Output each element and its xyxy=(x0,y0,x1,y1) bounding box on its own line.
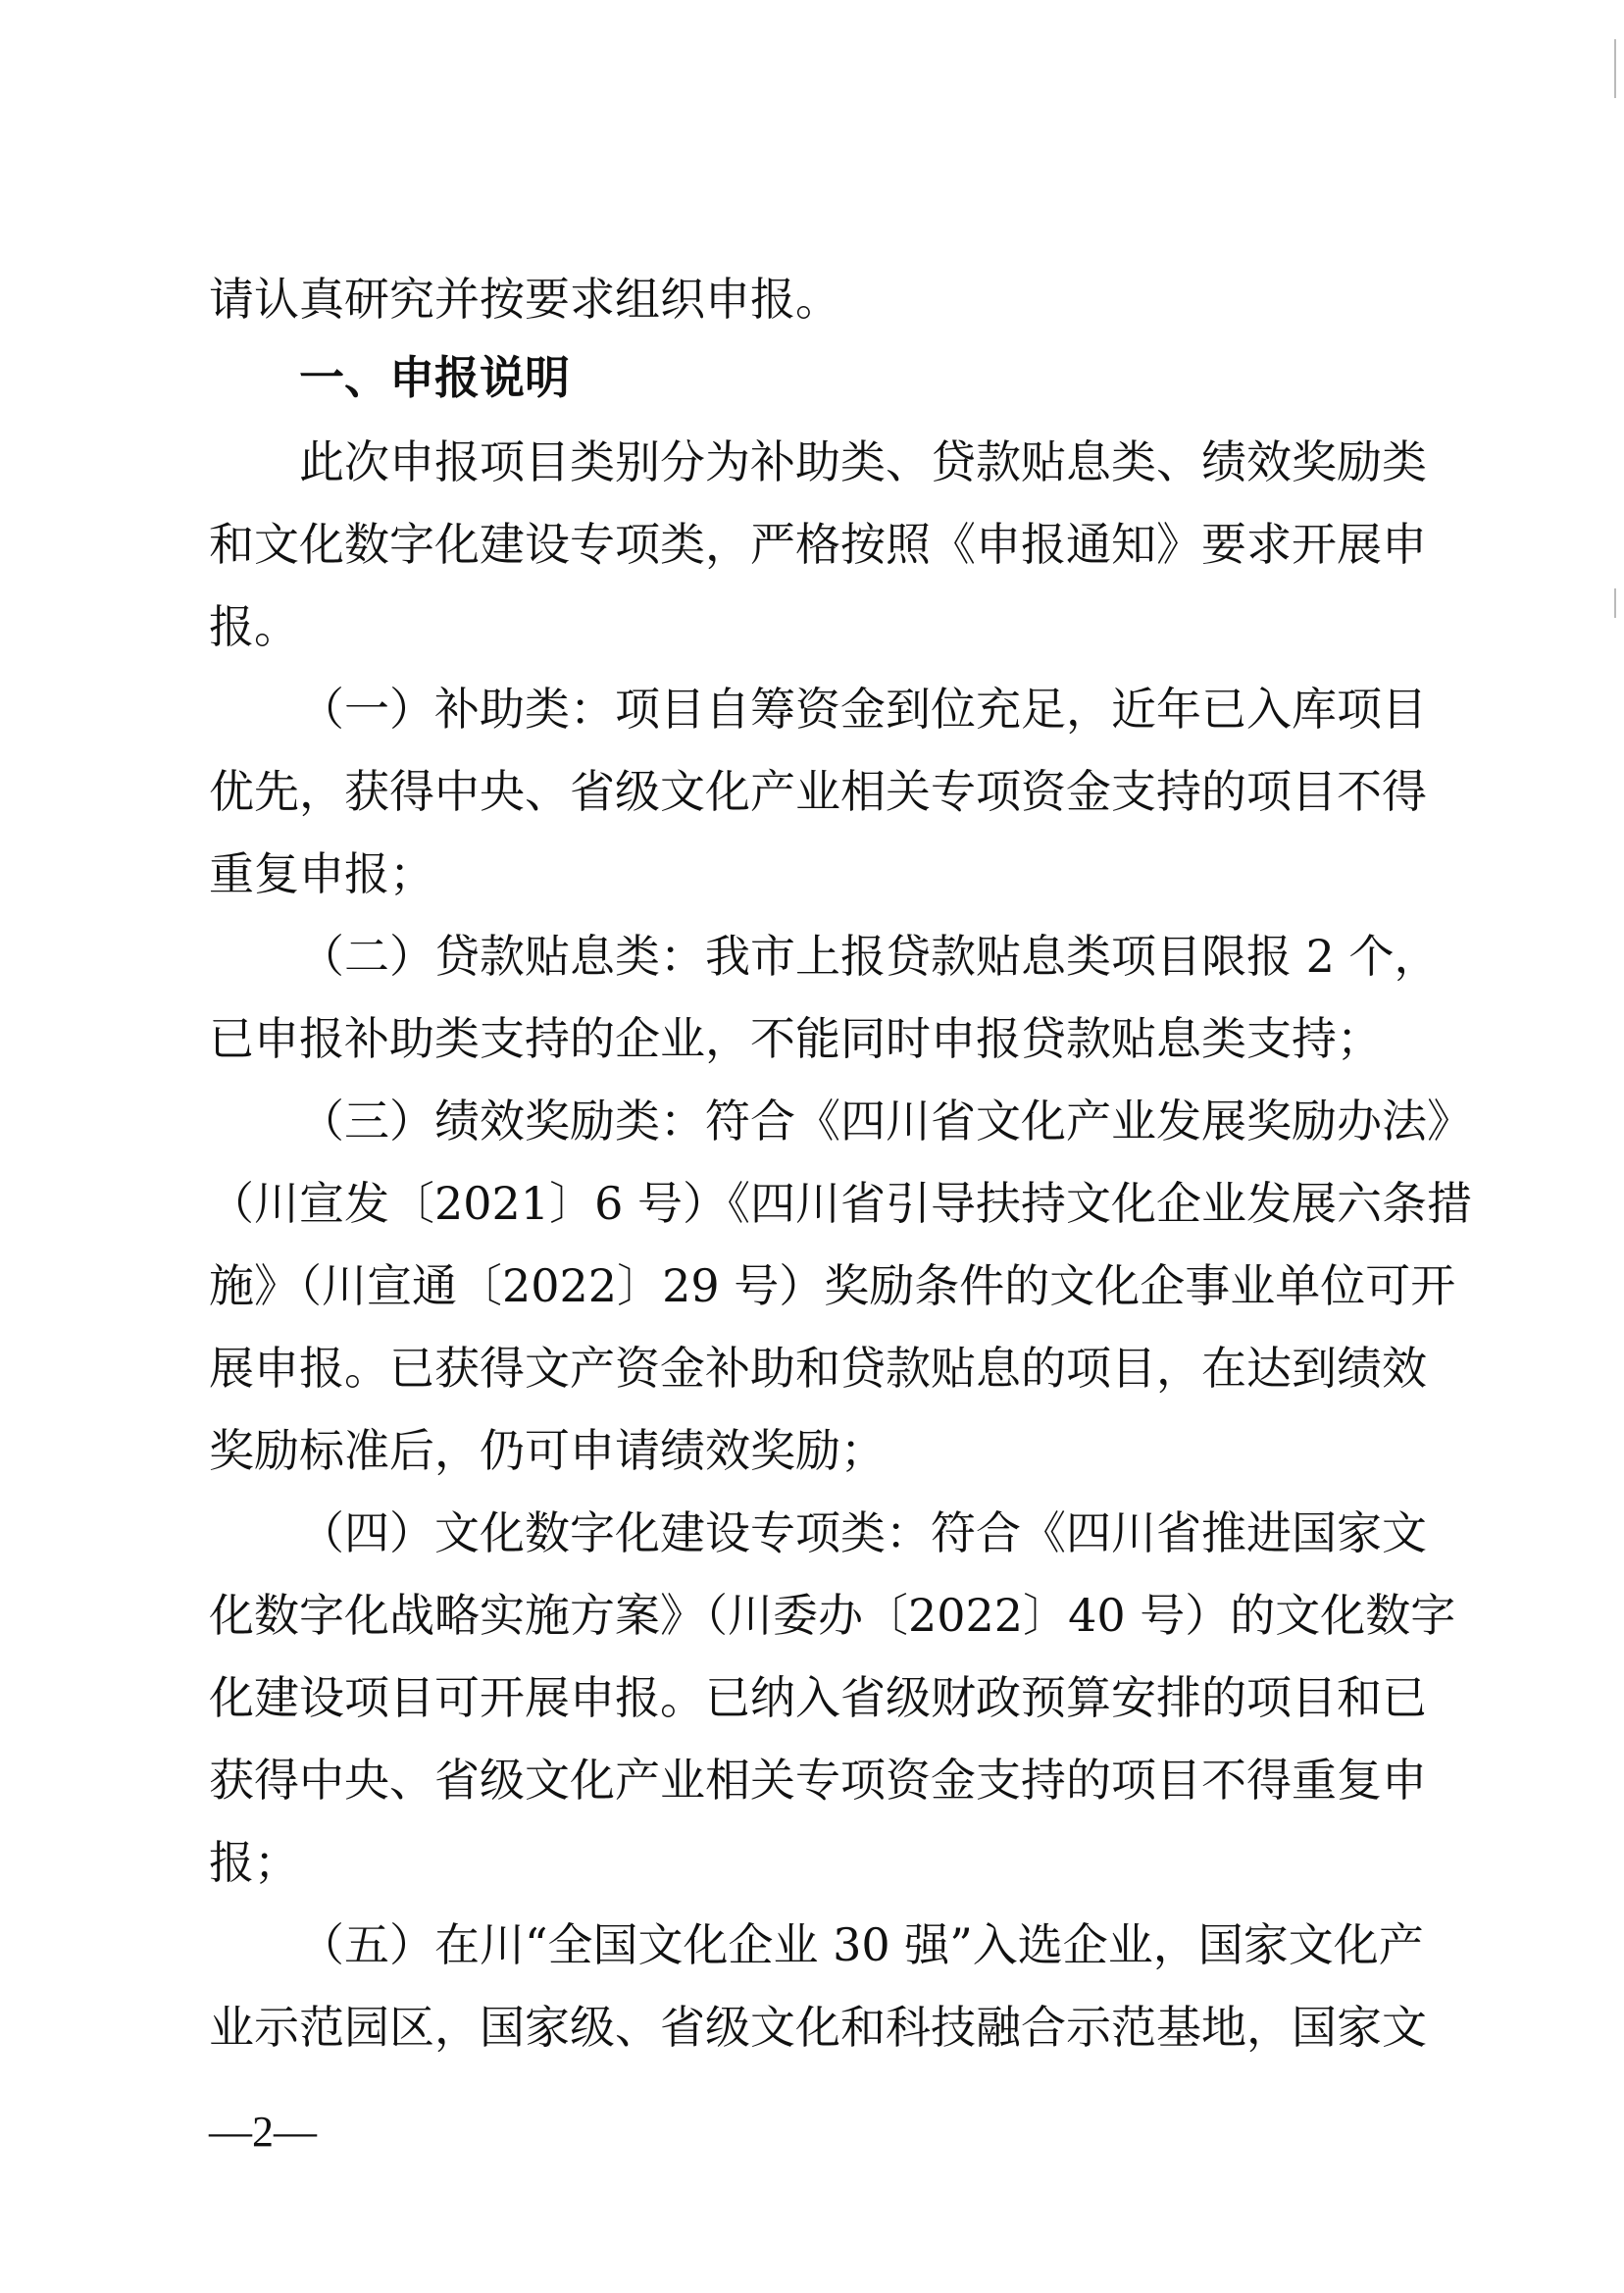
body-line: 重复申报； xyxy=(209,847,434,900)
body-line: 化建设项目可开展申报。已纳入省级财政预算安排的项目和已 xyxy=(209,1671,1427,1724)
page-number: —2— xyxy=(209,2108,317,2156)
body-line: 请认真研究并按要求组织申报。 xyxy=(209,273,840,326)
body-line: 展申报。已获得文产资金补助和贷款贴息的项目，在达到绩效 xyxy=(209,1342,1427,1395)
body-line: 施》（川宣通〔2022〕29 号）奖励条件的文化企事业单位可开 xyxy=(209,1259,1456,1312)
scan-edge-mark xyxy=(1614,39,1616,98)
body-line: 获得中央、省级文化产业相关专项资金支持的项目不得重复申 xyxy=(209,1754,1427,1807)
body-line: （二）贷款贴息类：我市上报贷款贴息类项目限报 2 个， xyxy=(299,930,1440,983)
body-line: （五）在川“全国文化企业 30 强”入选企业，国家文化产 xyxy=(299,1918,1424,1971)
body-line: 业示范园区，国家级、省级文化和科技融合示范基地，国家文 xyxy=(209,2001,1427,2054)
body-line: （川宣发〔2021〕6 号）《四川省引导扶持文化企业发展六条措 xyxy=(209,1177,1472,1230)
body-line: 已申报补助类支持的企业，不能同时申报贷款贴息类支持； xyxy=(209,1012,1382,1065)
body-line: 报； xyxy=(209,1836,299,1889)
section-heading: 一、申报说明 xyxy=(299,351,570,404)
body-line: （一）补助类：项目自筹资金到位充足，近年已入库项目 xyxy=(299,683,1427,736)
body-line: （三）绩效奖励类：符合《四川省文化产业发展奖励办法》 xyxy=(299,1095,1472,1147)
body-line: 优先，获得中央、省级文化产业相关专项资金支持的项目不得 xyxy=(209,765,1427,818)
scan-edge-mark xyxy=(1614,588,1616,618)
body-line: （四）文化数字化建设专项类：符合《四川省推进国家文 xyxy=(299,1506,1427,1559)
body-line: 奖励标准后，仍可申请绩效奖励； xyxy=(209,1424,886,1477)
body-line: 报。 xyxy=(209,600,299,653)
body-line: 化数字化战略实施方案》（川委办〔2022〕40 号）的文化数字 xyxy=(209,1589,1456,1642)
body-line: 和文化数字化建设专项类，严格按照《申报通知》要求开展申 xyxy=(209,518,1427,571)
body-line: 此次申报项目类别分为补助类、贷款贴息类、绩效奖励类 xyxy=(299,435,1427,488)
